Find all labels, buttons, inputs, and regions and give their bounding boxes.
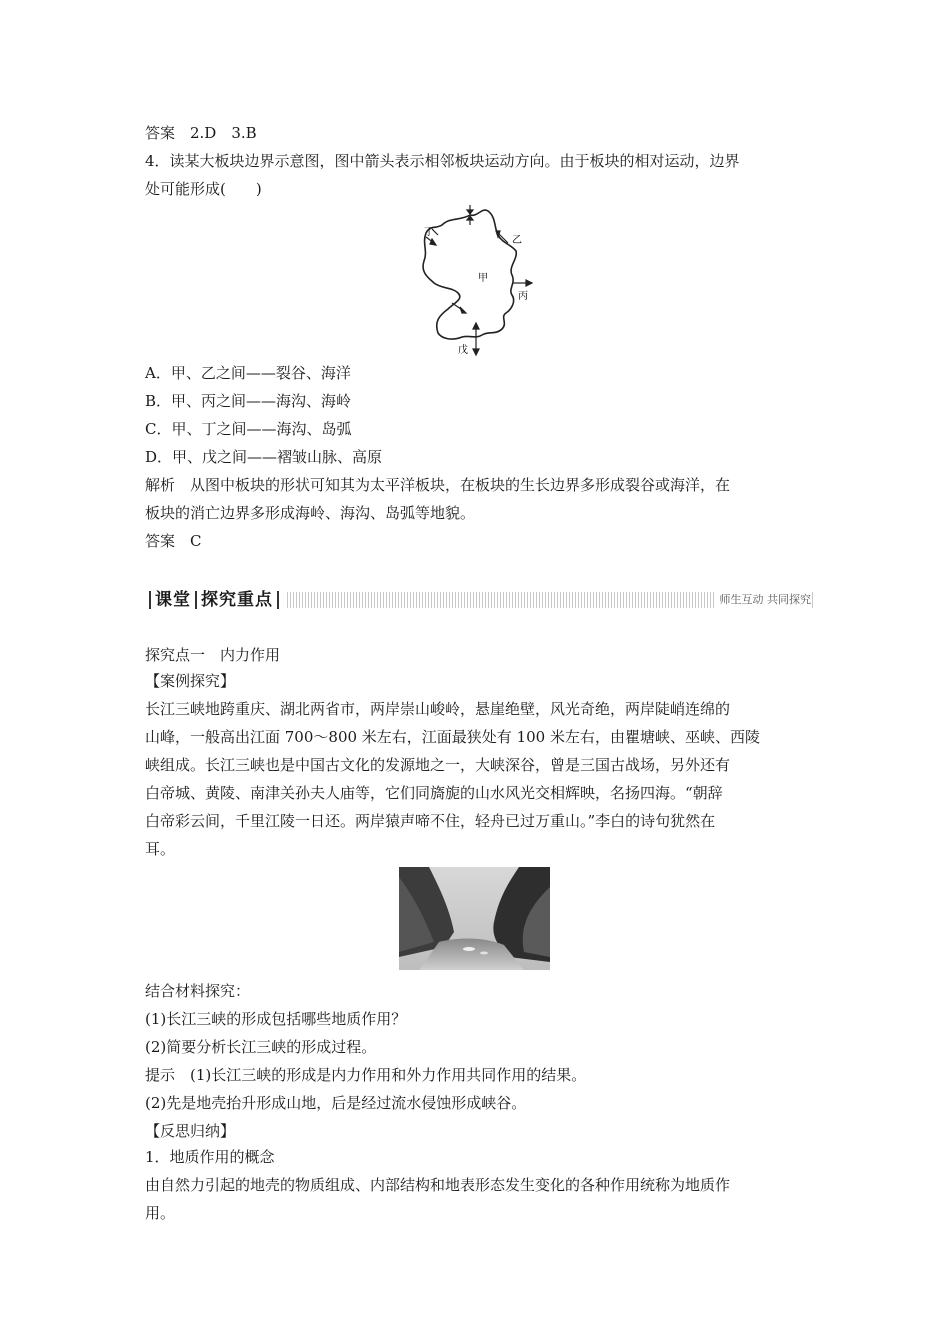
banner-title-part2: 探究重点 [201,590,273,610]
concept-title: 1．地质作用的概念 [145,1148,275,1166]
previous-answer: 答案 2.D 3.B [145,124,257,142]
explore-intro: 结合材料探究： [145,982,251,1000]
case-line-2: 山峰，一般高出江面 700～800 米左右，江面最狭处有 100 米左右，由瞿塘峡、巫峡、西陵 [145,728,760,746]
reflect-heading: 【反思归纳】 [145,1122,236,1140]
case-line-1: 长江三峡地跨重庆、湖北两省市，两岸崇山峻岭，悬崖绝壁，风光奇绝，两岸陡峭连绵的 [145,700,731,718]
question-1: (1)长江三峡的形成包括哪些地质作用？ [145,1010,407,1028]
label-ding: 丁 [424,227,434,238]
arrow-bing [512,280,532,286]
question-stem-line-2: 处可能形成( ) [145,180,262,198]
banner-divider [277,591,279,609]
case-line-4: 白帝城、黄陵、南津关孙夫人庙等，它们同旖旎的山水风光交相辉映，名扬四海。“朝辞 [145,784,723,802]
label-yi: 乙 [512,235,522,246]
question-2: (2)简要分析长江三峡的形成过程。 [145,1038,377,1056]
answer: 答案 C [145,532,202,550]
analysis-line-1: 解析 从图中板块的形状可知其为太平洋板块，在板块的生长边界多形成裂谷或海洋，在 [145,476,731,494]
arrow-left [452,303,466,313]
section-banner [145,586,815,614]
analysis-line-2: 板块的消亡边界多形成海岭、海沟、岛弧等地貌。 [145,504,476,522]
case-line-3: 峡组成。长江三峡也是中国古文化的发源地之一，大峡深谷，曾是三国古战场，另外还有 [145,756,731,774]
plate-boundary-diagram [412,203,552,358]
plate-outline [423,210,516,339]
banner-divider [195,591,197,609]
three-gorges-photo [399,867,550,970]
question-stem-line-1: 4．读某大板块边界示意图，图中箭头表示相邻板块运动方向。由于板块的相对运动，边界 [145,152,740,170]
option-c: C．甲、丁之间——海沟、岛弧 [145,420,352,438]
case-line-5: 白帝彩云间，千里江陵一日还。两岸猿声啼不住，轻舟已过万重山。”李白的诗句犹然在 [145,812,716,830]
arrow-yi [496,231,508,243]
option-b: B．甲、丙之间——海沟、海岭 [145,392,352,410]
label-bing: 丙 [518,291,528,302]
label-wu: 戊 [458,345,468,356]
banner-title [145,588,283,612]
banner-title-part1: 课堂 [155,590,191,610]
arrow-wu [473,323,479,355]
banner-divider [149,591,151,609]
case-line-6: 耳。 [145,840,176,858]
option-a: A．甲、乙之间——裂谷、海洋 [145,364,351,382]
option-d: D．甲、戊之间——褶皱山脉、高原 [145,448,383,466]
banner-subtitle: 师生互动 共同探究 [714,591,812,609]
hint-2: (2)先是地壳抬升形成山地，后是经过流水侵蚀形成峡谷。 [145,1094,527,1112]
case-heading: 【案例探究】 [145,672,236,690]
hint-1: 提示 (1)长江三峡的形成是内力作用和外力作用共同作用的结果。 [145,1066,587,1084]
label-jia: 甲 [478,273,488,284]
concept-line-1: 由自然力引起的地壳的物质组成、内部结构和地表形态发生变化的各种作用统称为地质作 [145,1176,731,1194]
section-heading: 探究点一 内力作用 [145,646,281,664]
concept-line-2: 用。 [145,1204,176,1222]
